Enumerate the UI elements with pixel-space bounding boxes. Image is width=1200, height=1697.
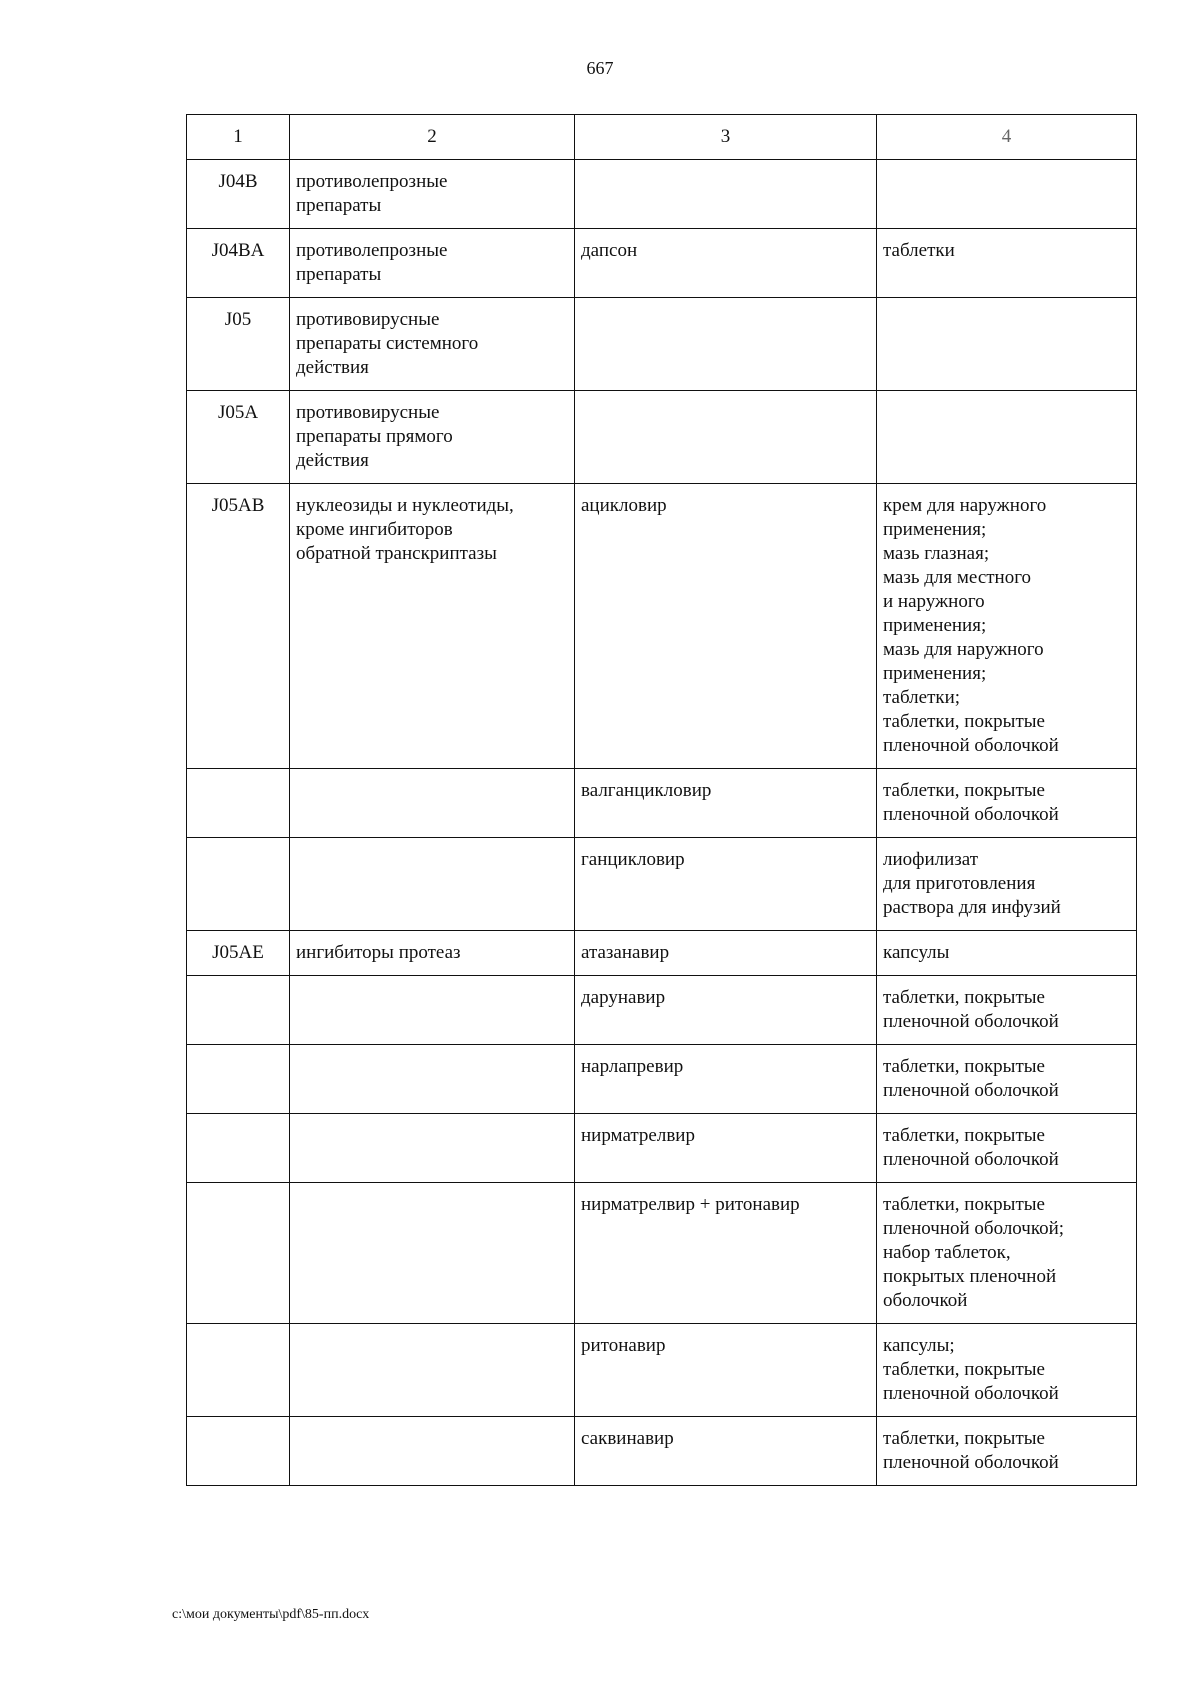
table-row [187, 1114, 1137, 1183]
dosage-form-line: мазь глазная; [883, 543, 990, 564]
drug-name-cell: дапсон [575, 229, 877, 298]
group-name-cell [290, 229, 575, 298]
dosage-form-line: таблетки, покрытые [883, 1194, 1045, 1215]
atc-code-cell [187, 1114, 290, 1183]
dosage-form-line: капсулы [883, 942, 950, 963]
drug-name-cell: ганцикловир [575, 838, 877, 931]
atc-code-cell: J04BA [187, 229, 290, 298]
table-row [187, 298, 1137, 391]
dosage-form-line: таблетки, покрытые [883, 987, 1045, 1008]
group-name-line: ингибиторы протеаз [296, 942, 461, 963]
dosage-form-line: и наружного [883, 591, 985, 612]
table-row [187, 391, 1137, 484]
dosage-form-line: пленочной оболочкой [883, 735, 1059, 756]
atc-code-cell [187, 1045, 290, 1114]
table-row [187, 1324, 1137, 1417]
group-name-cell [290, 1045, 575, 1114]
dosage-form-cell [877, 1183, 1137, 1324]
dosage-form-cell [877, 1045, 1137, 1114]
group-name-cell [290, 931, 575, 976]
group-name-line: нуклеозиды и нуклеотиды, [296, 495, 514, 516]
table-row [187, 1045, 1137, 1114]
dosage-form-line: покрытых пленочной [883, 1266, 1057, 1287]
dosage-form-cell [877, 391, 1137, 484]
group-name-cell [290, 1183, 575, 1324]
group-name-line: обратной транскриптазы [296, 543, 497, 564]
dosage-form-cell [877, 838, 1137, 931]
group-name-line: противовирусные [296, 309, 440, 330]
table-row [187, 838, 1137, 931]
drug-table [186, 114, 1137, 1486]
group-name-line: действия [296, 357, 369, 378]
table-row [187, 1417, 1137, 1486]
dosage-form-line: пленочной оболочкой [883, 1149, 1059, 1170]
atc-code-cell [187, 769, 290, 838]
dosage-form-line: таблетки; [883, 687, 961, 708]
header-col-2: 2 [290, 115, 575, 160]
atc-code-cell [187, 1417, 290, 1486]
dosage-form-line: таблетки, покрытые [883, 780, 1045, 801]
drug-name-cell: нирматрелвир + ритонавир [575, 1183, 877, 1324]
dosage-form-line: таблетки, покрытые [883, 1056, 1045, 1077]
group-name-cell [290, 160, 575, 229]
group-name-cell [290, 298, 575, 391]
dosage-form-line: пленочной оболочкой [883, 1011, 1059, 1032]
group-name-line: противовирусные [296, 402, 440, 423]
dosage-form-line: применения; [883, 519, 987, 540]
dosage-form-line: пленочной оболочкой [883, 1383, 1059, 1404]
table-body [187, 160, 1137, 1486]
footer-file-path: c:\мои документы\pdf\85-пп.docx [172, 1607, 370, 1622]
dosage-form-line: таблетки, покрытые [883, 1428, 1045, 1449]
group-name-line: препараты прямого [296, 426, 453, 447]
atc-code-cell [187, 1324, 290, 1417]
atc-code-cell: J05AE [187, 931, 290, 976]
table-row [187, 769, 1137, 838]
atc-code-cell: J04B [187, 160, 290, 229]
atc-code-cell: J05AB [187, 484, 290, 769]
group-name-line: кроме ингибиторов [296, 519, 453, 540]
dosage-form-line: таблетки, покрытые [883, 1125, 1045, 1146]
dosage-form-cell [877, 484, 1137, 769]
dosage-form-line: применения; [883, 615, 987, 636]
table-row [187, 976, 1137, 1045]
dosage-form-line: применения; [883, 663, 987, 684]
group-name-line: действия [296, 450, 369, 471]
dosage-form-line: таблетки, покрытые [883, 1359, 1045, 1380]
dosage-form-line: мазь для местного [883, 567, 1032, 588]
atc-code-cell: J05A [187, 391, 290, 484]
group-name-cell [290, 484, 575, 769]
drug-name-cell: саквинавир [575, 1417, 877, 1486]
group-name-line: препараты системного [296, 333, 479, 354]
dosage-form-cell [877, 229, 1137, 298]
dosage-form-line: крем для наружного [883, 495, 1047, 516]
table-row [187, 229, 1137, 298]
group-name-line: противолепрозные [296, 240, 448, 261]
dosage-form-cell [877, 298, 1137, 391]
table-row [187, 484, 1137, 769]
dosage-form-line: мазь для наружного [883, 639, 1044, 660]
dosage-form-line: раствора для инфузий [883, 897, 1061, 918]
group-name-line: препараты [296, 264, 382, 285]
atc-code-cell: J05 [187, 298, 290, 391]
group-name-cell [290, 769, 575, 838]
page-number: 667 [586, 58, 614, 78]
dosage-form-cell [877, 769, 1137, 838]
table-row [187, 160, 1137, 229]
header-col-3: 3 [575, 115, 877, 160]
drug-name-cell: атазанавир [575, 931, 877, 976]
dosage-form-line: таблетки [883, 240, 955, 261]
drug-name-cell [575, 391, 877, 484]
dosage-form-line: для приготовления [883, 873, 1036, 894]
group-name-cell [290, 1417, 575, 1486]
table-row [187, 931, 1137, 976]
drug-name-cell: валганцикловир [575, 769, 877, 838]
group-name-cell [290, 976, 575, 1045]
drug-name-cell [575, 298, 877, 391]
dosage-form-line: капсулы; [883, 1335, 955, 1356]
group-name-cell [290, 1324, 575, 1417]
dosage-form-line: пленочной оболочкой [883, 1452, 1059, 1473]
drug-name-cell: нарлапревир [575, 1045, 877, 1114]
dosage-form-cell [877, 931, 1137, 976]
atc-code-cell [187, 1183, 290, 1324]
dosage-form-cell [877, 1324, 1137, 1417]
group-name-cell [290, 391, 575, 484]
dosage-form-cell [877, 160, 1137, 229]
dosage-form-line: набор таблеток, [883, 1242, 1011, 1263]
drug-name-cell [575, 160, 877, 229]
dosage-form-cell [877, 976, 1137, 1045]
atc-code-cell [187, 976, 290, 1045]
group-name-line: препараты [296, 195, 382, 216]
dosage-form-cell [877, 1417, 1137, 1486]
dosage-form-line: лиофилизат [883, 849, 979, 870]
dosage-form-line: пленочной оболочкой [883, 804, 1059, 825]
header-col-1: 1 [187, 115, 290, 160]
atc-code-cell [187, 838, 290, 931]
table-header-row [187, 115, 1137, 160]
table-row [187, 1183, 1137, 1324]
drug-name-cell: дарунавир [575, 976, 877, 1045]
drug-name-cell: ритонавир [575, 1324, 877, 1417]
dosage-form-line: пленочной оболочкой [883, 1080, 1059, 1101]
group-name-line: противолепрозные [296, 171, 448, 192]
dosage-form-line: таблетки, покрытые [883, 711, 1045, 732]
group-name-cell [290, 1114, 575, 1183]
drug-name-cell: ацикловир [575, 484, 877, 769]
dosage-form-line: пленочной оболочкой; [883, 1218, 1065, 1239]
dosage-form-line: оболочкой [883, 1290, 968, 1311]
dosage-form-cell [877, 1114, 1137, 1183]
group-name-cell [290, 838, 575, 931]
header-col-4: 4 [877, 115, 1137, 160]
drug-name-cell: нирматрелвир [575, 1114, 877, 1183]
